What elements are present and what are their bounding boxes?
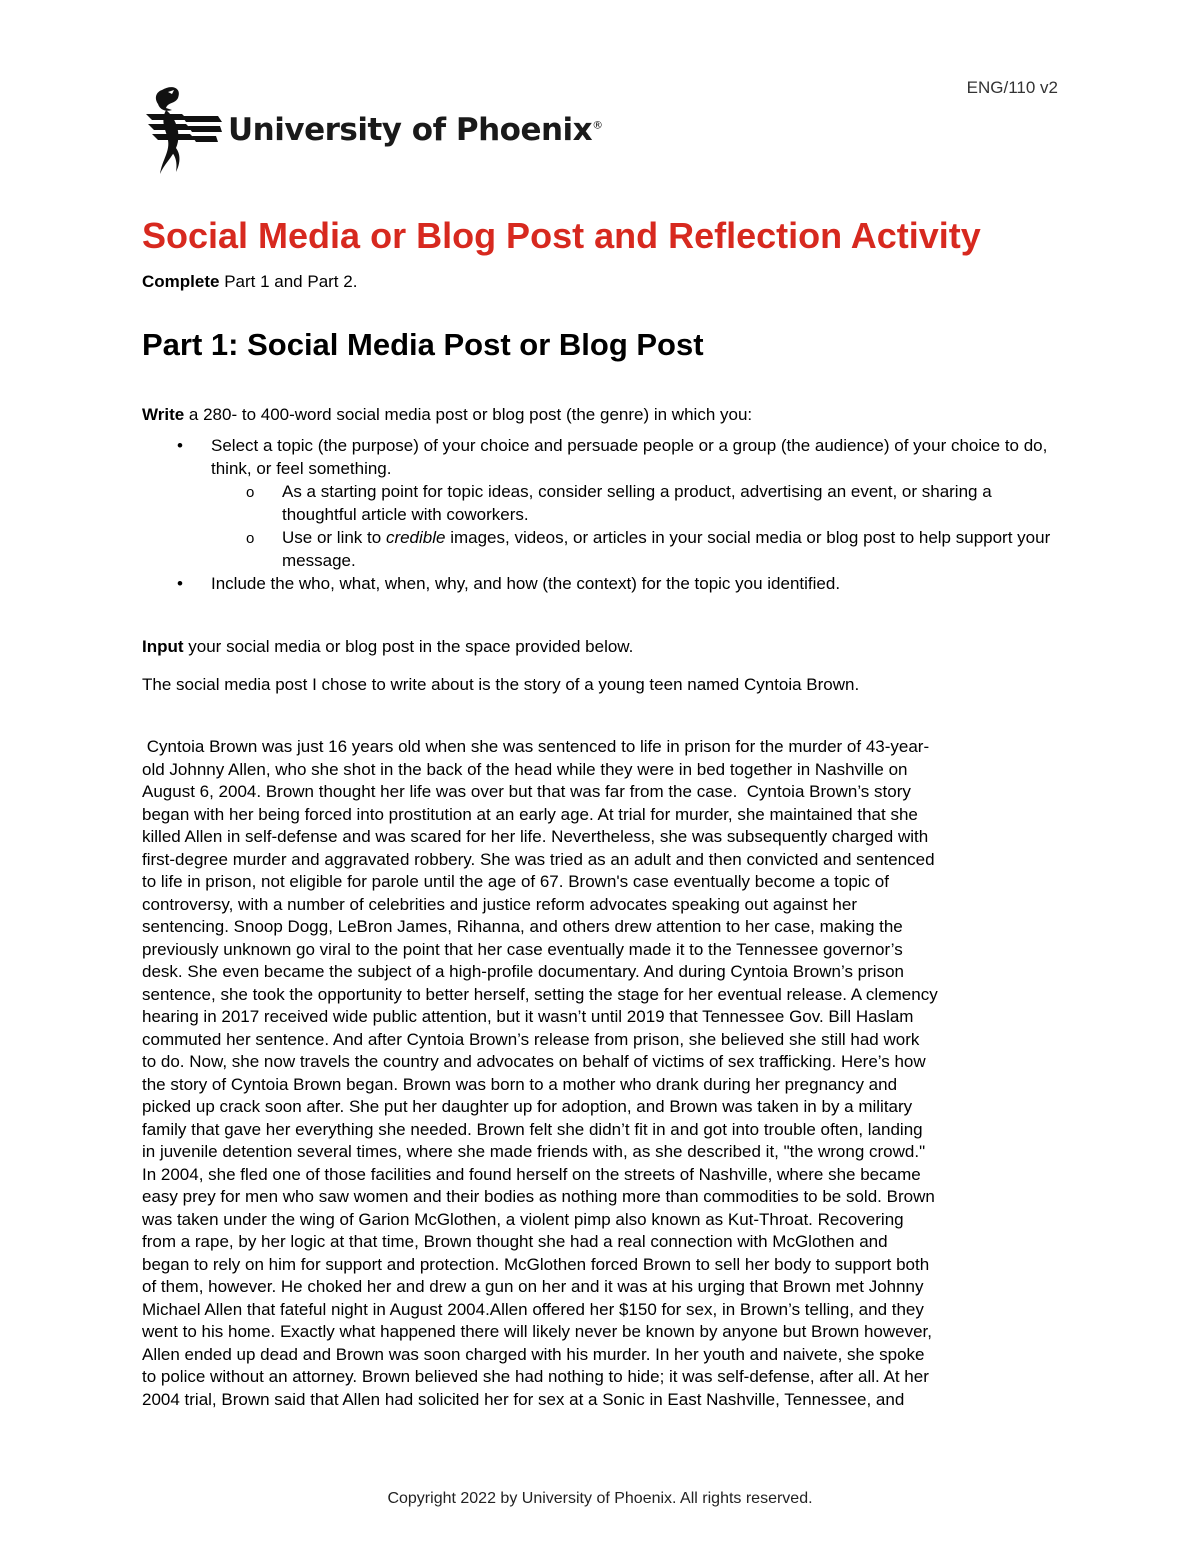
sub-list-item: [211, 526, 1062, 572]
requirements-list: [142, 434, 1062, 595]
part1-heading: Part 1: Social Media Post or Blog Post: [142, 327, 704, 362]
bullet-icon: •: [177, 436, 183, 455]
body-line: sentencing. Snoop Dogg, LeBron James, Rihanna, and others drew attention to her case, making the: [142, 917, 903, 936]
list-item: [142, 572, 1062, 595]
university-logo: [142, 84, 603, 176]
body-line: began with her being forced into prostitution at an early age. At trial for murder, she maintained that she: [142, 804, 918, 824]
sub-bullet-text-end: images, videos, or articles in your social media or blog post to help support your message.: [282, 528, 1051, 570]
copyright-footer: Copyright 2022 by University of Phoenix. All rights reserved.: [387, 1490, 813, 1507]
body-line: went to his home. Exactly what happened there will likely never be known by anyone but Brown however,: [142, 1322, 933, 1341]
blog-post-body: [142, 736, 1062, 1411]
bullet-icon: •: [177, 574, 183, 593]
bullet-text: Select a topic (the purpose) of your choice and persuade people or a group (the audience) of your choice to do, think, or feel something.: [211, 436, 1048, 478]
body-line: desk. She even became the subject of a high-profile documentary. And during Cyntoia Brown’s prison: [142, 962, 904, 981]
body-line: picked up crack soon after. She put her daughter up for adoption, and Brown was taken in by a military: [142, 1097, 913, 1116]
phoenix-bird-icon: [142, 84, 222, 176]
sub-bullet-icon: o: [246, 484, 255, 501]
course-code: ENG/110 v2: [966, 78, 1058, 97]
write-bold: Write: [142, 405, 185, 424]
body-line: 2004 trial, Brown said that Allen had solicited her for sex at a Sonic in East Nashville, Tennessee, and: [142, 1389, 905, 1409]
body-line: sentence, she took the opportunity to better herself, setting the stage for her eventual release. A clemency: [142, 984, 938, 1004]
input-bold: Input: [142, 637, 184, 656]
body-line: controversy, with a number of celebrities and justice reform advocates speaking out against her: [142, 894, 857, 914]
intro-sentence: The social media post I chose to write about is the story of a young teen named Cyntoia Brown.: [142, 675, 860, 694]
sub-bullet-text-start: Use or link to: [282, 528, 386, 547]
credible-italic: credible: [385, 528, 446, 547]
body-line: In 2004, she fled one of those facilities and found herself on the streets of Nashville, where she became: [142, 1164, 921, 1184]
registered-mark: ®: [592, 118, 603, 132]
sub-list: [211, 480, 1062, 572]
body-line: Cyntoia Brown was just 16 years old when she was sentenced to life in prison for the murder of 43-year-: [142, 737, 930, 756]
bullet-text: Include the who, what, when, why, and how (the context) for the topic you identified.: [211, 574, 841, 593]
sub-list-item: [211, 480, 1062, 526]
body-line: easy prey for men who saw women and their bodies as nothing more than commodities to be sold. Brown: [142, 1187, 935, 1206]
body-line: commuted her sentence. And after Cyntoia Brown’s release from prison, she believed she still had work: [142, 1029, 920, 1049]
write-instruction: [142, 403, 1062, 426]
body-line: from a rape, by her logic at that time, Brown thought she had a real connection with McGlothen and: [142, 1232, 888, 1251]
input-rest: your social media or blog post in the space provided below.: [183, 637, 634, 656]
body-line: began to rely on him for support and protection. McGlothen forced Brown to sell her body to support both: [142, 1254, 930, 1274]
body-line: old Johnny Allen, who she shot in the back of the head while they were in bed together in Nashville on: [142, 759, 908, 779]
body-line: was taken under the wing of Garion McGlothen, a violent pimp also known as Kut-Throat. Recovering: [142, 1209, 904, 1229]
body-line: August 6, 2004. Brown thought her life was over but that was far from the case. Cyntoia Brown’s story: [142, 782, 911, 801]
complete-bold: Complete: [142, 272, 220, 291]
body-line: to police without an attorney. Brown believed she had nothing to hide; it was self-defense, after all. At her: [142, 1367, 929, 1386]
body-line: hearing in 2017 received wide public attention, but it wasn’t until 2019 that Tennessee Gov. Bill Haslam: [142, 1007, 914, 1026]
body-line: previously unknown go viral to the point that her case eventually made it to the Tennessee governor’s: [142, 939, 903, 959]
body-line: to life in prison, not eligible for parole until the age of 67. Brown's case eventually become a topic of: [142, 872, 889, 891]
body-line: Michael Allen that fateful night in August 2004.Allen offered her $150 for sex, in Brown’s telling, and they: [142, 1299, 924, 1319]
body-line: family that gave her everything she needed. Brown felt she didn’t fit in and got into trouble often, landing: [142, 1119, 923, 1139]
body-line: first-degree murder and aggravated robbery. She was tried as an adult and then convicted and sentenced: [142, 849, 935, 869]
body-line: killed Allen in self-defense and was scared for her life. Nevertheless, she was subsequently charged with: [142, 827, 929, 846]
page-title: Social Media or Blog Post and Reflection Activity: [142, 215, 981, 256]
complete-rest: Part 1 and Part 2.: [219, 272, 358, 291]
logo-text: [228, 112, 603, 148]
body-line: in juvenile detention several times, where she made friends with, as she described it, "the wrong crowd.": [142, 1142, 926, 1161]
input-instruction: [142, 635, 1062, 658]
body-line: of them, however. He choked her and drew a gun on her and it was at his urging that Brown met Johnny: [142, 1277, 924, 1296]
list-item: [142, 434, 1062, 572]
sub-bullet-icon: o: [246, 530, 255, 547]
sub-bullet-text: As a starting point for topic ideas, consider selling a product, advertising an event, or sharing a thoughtful article with coworkers.: [282, 482, 992, 524]
complete-instruction: [142, 270, 1062, 293]
document-content: [142, 212, 1062, 1411]
logo-wordmark: University of Phoenix: [228, 112, 593, 148]
write-rest: a 280- to 400-word social media post or blog post (the genre) in which you:: [184, 405, 753, 424]
body-line: the story of Cyntoia Brown began. Brown was born to a mother who drank during her pregnancy and: [142, 1074, 898, 1094]
body-line: to do. Now, she now travels the country and advocates on behalf of victims of sex trafficking. Here’s how: [142, 1052, 926, 1071]
body-line: Allen ended up dead and Brown was soon charged with his murder. In her youth and naivete, she spoke: [142, 1344, 925, 1364]
